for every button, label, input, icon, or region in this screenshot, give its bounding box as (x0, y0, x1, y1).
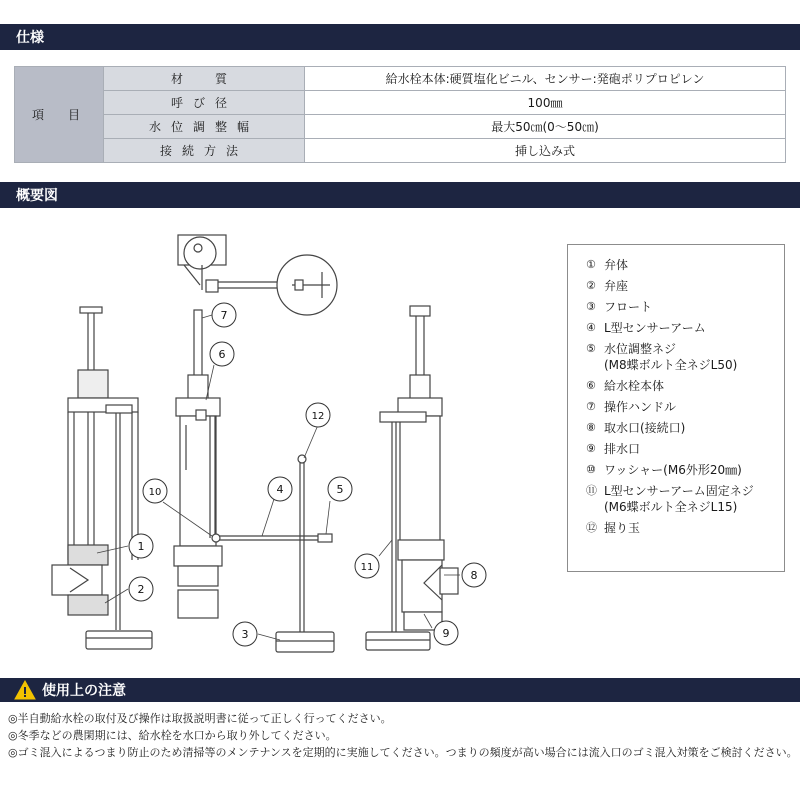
spec-row-value: 最大50㎝(0～50㎝) (305, 115, 786, 139)
spec-section-header (0, 24, 800, 50)
spec-row-value: 100㎜ (305, 91, 786, 115)
callout-label: 7 (220, 309, 228, 322)
legend-text: 操作ハンドル (604, 400, 677, 414)
legend-text: 排水口 (604, 442, 641, 456)
callout-label: 10 (148, 487, 162, 498)
spec-row-label: 水位調整幅 (104, 115, 305, 139)
legend-text: L型センサーアーム固定ネジ (M6蝶ボルト全ネジL15) (604, 484, 754, 514)
table-row (15, 115, 786, 139)
callout-label: 4 (276, 483, 284, 496)
callout-4 (268, 477, 292, 501)
legend-item (586, 420, 784, 436)
caution-notes (8, 710, 798, 761)
legend-number: ⑨ (586, 442, 596, 455)
legend-text: 給水栓本体 (604, 379, 665, 393)
right-side-view (366, 306, 458, 650)
callout-label: 2 (137, 583, 145, 596)
spec-table (14, 66, 786, 163)
table-row (15, 91, 786, 115)
overview-diagram (0, 215, 560, 665)
legend-item (586, 483, 784, 515)
overview-section-header (0, 182, 800, 208)
callout-3 (233, 622, 257, 646)
callout-6 (210, 342, 234, 366)
caution-section-title: 使用上の注意 (42, 683, 126, 699)
legend-item (586, 320, 784, 336)
legend-number: ③ (586, 300, 596, 313)
legend-item (586, 399, 784, 415)
table-row (15, 67, 786, 91)
caution-note: ◎冬季などの農閑期には、給水栓を水口から取り外してください。 (8, 729, 337, 742)
legend-text: 握り玉 (604, 521, 641, 535)
legend-number: ⑧ (586, 421, 596, 434)
callout-8 (462, 563, 486, 587)
callout-11 (355, 554, 379, 578)
legend-text: 弁座 (604, 279, 629, 293)
callout-label: 9 (442, 627, 450, 640)
callout-5 (328, 477, 352, 501)
legend-number: ⑩ (586, 463, 596, 476)
legend-item (586, 462, 784, 478)
parts-legend (567, 244, 785, 572)
spec-row-label: 接続方法 (104, 139, 305, 163)
callout-12 (306, 403, 330, 427)
callout-label: 12 (311, 411, 325, 422)
callout-label: 3 (241, 628, 249, 641)
callout-label: 5 (336, 483, 344, 496)
callout-label: 8 (470, 569, 478, 582)
legend-number: ① (586, 258, 596, 271)
legend-item (586, 341, 784, 373)
spec-row-value: 給水栓本体:硬質塩化ビニル、センサー:発砲ポリプロピレン (305, 67, 786, 91)
callout-label: 11 (360, 562, 374, 573)
legend-text: L型センサーアーム (604, 321, 706, 335)
legend-number: ⑥ (586, 379, 596, 392)
spec-section-title: 仕様 (16, 30, 44, 46)
legend-item (586, 257, 784, 273)
callout-label: 6 (218, 348, 226, 361)
caution-note: ◎ゴミ混入によるつまり防止のため清掃等のメンテナンスを定期的に実施してください。つまりの頻度が高い場合には流入口のゴミ混入対策をご検討ください。 (8, 746, 798, 759)
legend-item (586, 441, 784, 457)
spec-row-value: 挿し込み式 (305, 139, 786, 163)
callout-10 (143, 479, 167, 503)
callout-2 (129, 577, 153, 601)
legend-number: ② (586, 279, 596, 292)
middle-front-view (174, 310, 334, 652)
legend-item (586, 278, 784, 294)
overview-section-title: 概要図 (16, 188, 58, 204)
legend-item (586, 520, 784, 536)
top-view (178, 235, 337, 315)
legend-number: ⑦ (586, 400, 596, 413)
spec-group-label: 項 目 (15, 67, 104, 163)
callout-9 (434, 621, 458, 645)
caution-note: ◎半自動給水栓の取付及び操作は取扱説明書に従って正しく行ってください。 (8, 712, 392, 725)
warning-icon (14, 680, 36, 700)
spec-row-label: 材 質 (104, 67, 305, 91)
spec-row-label: 呼び径 (104, 91, 305, 115)
legend-text: 取水口(接続口) (604, 421, 686, 435)
legend-number: ⑤ (586, 342, 596, 355)
callout-7 (212, 303, 236, 327)
legend-text: ワッシャー(M6外形20㎜) (604, 463, 742, 477)
legend-number: ⑫ (586, 521, 597, 534)
legend-text: 水位調整ネジ (M8蝶ボルト全ネジL50) (604, 342, 738, 372)
legend-number: ④ (586, 321, 596, 334)
legend-text: フロート (604, 300, 653, 314)
legend-item (586, 299, 784, 315)
caution-section-header (0, 678, 800, 702)
legend-number: ⑪ (586, 484, 597, 497)
callout-1 (129, 534, 153, 558)
callout-label: 1 (137, 540, 145, 553)
table-row (15, 139, 786, 163)
legend-item (586, 378, 784, 394)
legend-text: 弁体 (604, 258, 629, 272)
